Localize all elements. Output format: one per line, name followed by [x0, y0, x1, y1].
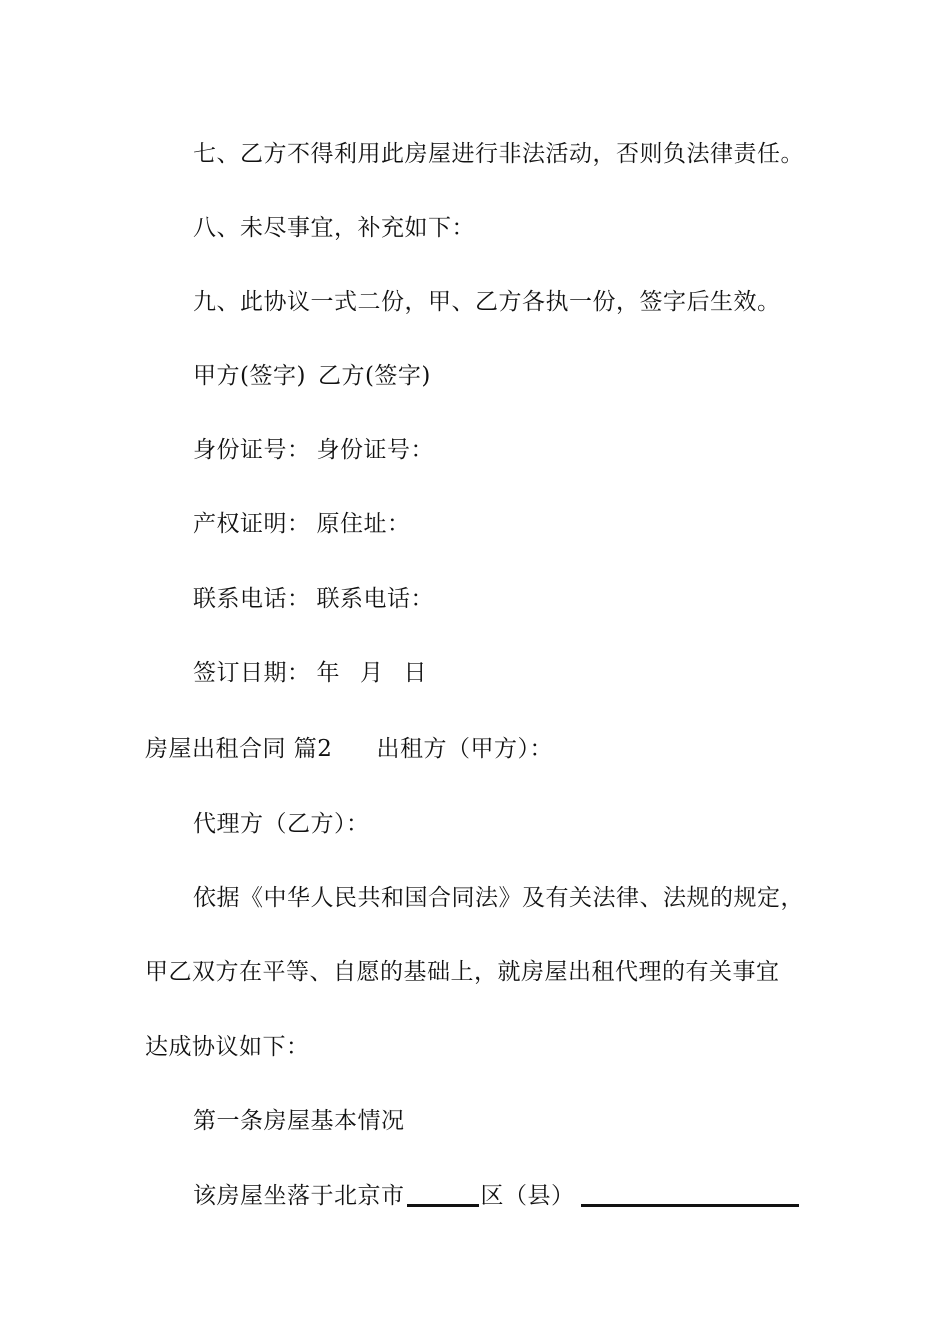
address-blank: [581, 1182, 799, 1207]
intro-line-2: [145, 957, 780, 987]
article-1-title-row: [193, 1106, 405, 1136]
agent-label: 代理方（乙方）：: [193, 811, 370, 837]
location-prefix: 该房屋坐落于北京市: [193, 1183, 405, 1209]
property-address-row: [193, 509, 411, 539]
sign-date-day: 日: [403, 660, 427, 686]
sign-date-year: 年: [316, 660, 340, 686]
city-district-blank: [407, 1182, 479, 1207]
location-district: 区（县）: [480, 1183, 575, 1209]
sign-date-label: 签订日期：: [193, 660, 311, 686]
clause-7: [193, 139, 804, 169]
signature-row: [193, 361, 431, 391]
party-b-sign-label: 乙方(签字): [317, 363, 431, 389]
property-cert-label: 产权证明：: [193, 511, 311, 537]
sign-date-row: [193, 658, 427, 688]
intro-line-1-text: 依据《中华人民共和国合同法》及有关法律、法规的规定，: [193, 885, 804, 911]
id-number-row: [193, 435, 434, 465]
sign-date-month: 月: [360, 660, 384, 686]
phone-b-label: 联系电话：: [316, 586, 434, 612]
contract-2-heading: 房屋出租合同 篇2: [145, 736, 333, 762]
intro-line-3-text: 达成协议如下：: [145, 1034, 310, 1060]
clause-9: [193, 287, 781, 317]
clause-7-text: 七、乙方不得利用此房屋进行非法活动，否则负法律责任。: [193, 141, 804, 167]
phone-row: [193, 584, 434, 614]
article-1-title: 第一条房屋基本情况: [193, 1108, 405, 1134]
intro-line-1: [193, 883, 804, 913]
intro-line-2-text: 甲乙双方在平等、自愿的基础上，就房屋出租代理的有关事宜: [145, 959, 780, 985]
id-number-a-label: 身份证号：: [193, 437, 311, 463]
lessor-label: 出租方（甲方）：: [376, 736, 553, 762]
intro-line-3: [145, 1032, 310, 1062]
party-a-sign-label: 甲方(签字): [193, 363, 306, 389]
clause-9-text: 九、此协议一式二份，甲、乙方各执一份，签字后生效。: [193, 289, 781, 315]
location-row: [193, 1181, 799, 1211]
agent-row: [193, 809, 370, 839]
clause-8-text: 八、未尽事宜，补充如下：: [193, 215, 475, 241]
contract-2-heading-row: [145, 734, 553, 764]
clause-8: [193, 213, 475, 243]
id-number-b-label: 身份证号：: [316, 437, 434, 463]
phone-a-label: 联系电话：: [193, 586, 311, 612]
original-address-label: 原住址：: [316, 511, 411, 537]
